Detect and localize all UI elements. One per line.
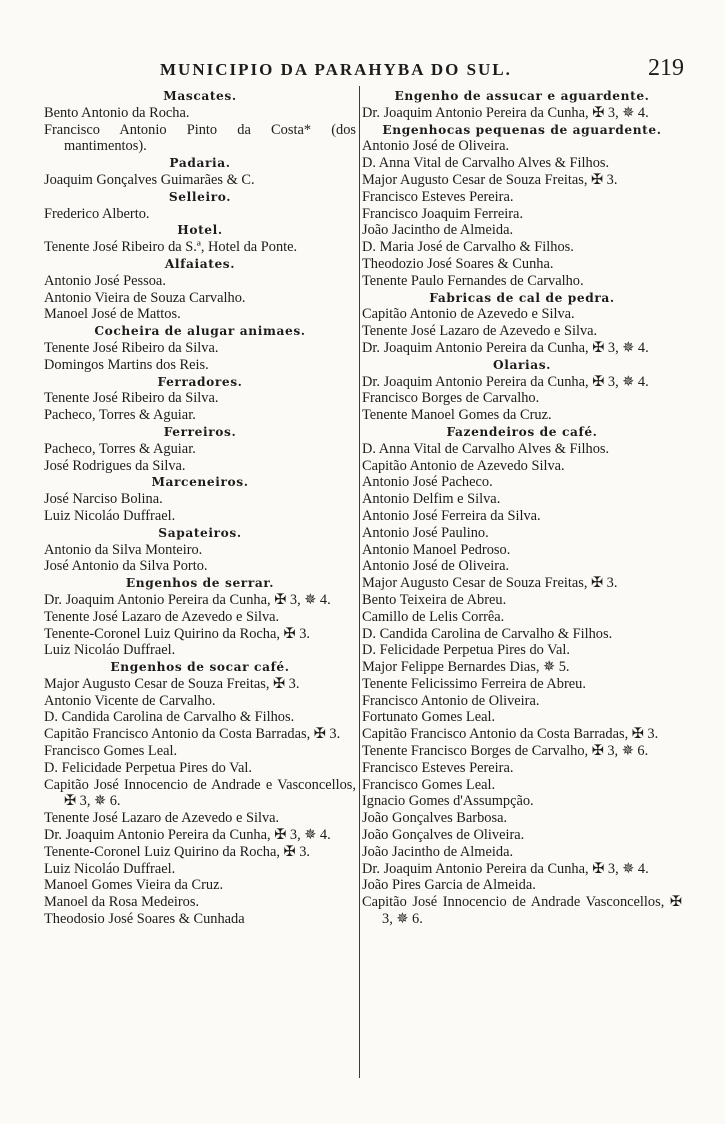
section-heading: Engenhos de serrar. [125,576,275,591]
directory-entry: Dr. Joaquim Antonio Pereira da Cunha, ✠ 3, ✵ 4. [362,339,649,356]
directory-section [44,155,356,189]
directory-entry: Luiz Nicoláo Duffrael. [44,642,176,659]
directory-section [44,222,356,256]
directory-entry: Antonio Vieira de Souza Carvalho. [44,289,246,306]
directory-entry: Antonio José de Oliveira. [362,138,510,155]
directory-section [44,575,356,659]
directory-section [44,189,356,223]
directory-entry: Joaquim Gonçalves Guimarães & C. [44,171,255,188]
section-heading: Engenhos de socar café. [110,660,290,675]
directory-entry: Manoel da Rosa Medeiros. [44,894,200,911]
directory-entry: Tenente-Coronel Luiz Quirino da Rocha, ✠ 3. [44,625,311,642]
directory-entry: Antonio Delfim e Silva. [362,491,501,508]
directory-entry: José Rodrigues da Silva. [44,457,186,474]
directory-entry: Tenente Manoel Gomes da Cruz. [362,407,552,424]
directory-entry: Antonio José Pacheco. [362,474,493,491]
directory-entry: João Gonçalves Barbosa. [362,810,508,827]
directory-entry: Domingos Martins dos Reis. [44,356,209,373]
directory-entry: Antonio José Pessoa. [44,272,166,289]
directory-entry: Theodozio José Soares & Cunha. [362,255,554,272]
directory-entry: Luiz Nicoláo Duffrael. [44,860,176,877]
directory-entry: Tenente José Lazaro de Azevedo e Silva. [44,810,280,827]
directory-section [362,290,682,357]
page-number: 219 [648,55,684,81]
section-heading: Marceneiros. [151,475,249,490]
section-heading: Selleiro. [168,189,232,204]
section-heading: Hotel. [177,223,223,238]
section-heading: Ferradores. [157,374,243,389]
directory-entry: Antonio da Silva Monteiro. [44,541,203,558]
directory-section [44,659,356,928]
directory-entry: Tenente Felicissimo Ferreira de Abreu. [362,675,586,692]
directory-entry: José Narciso Bolina. [44,491,163,508]
directory-section [44,474,356,524]
directory-entry: Fortunato Gomes Leal. [362,709,496,726]
directory-entry: D. Felicidade Perpetua Pires do Val. [44,759,252,776]
directory-entry: Francisco Antonio Pinto da Costa* (dos mantimentos). [44,121,356,155]
directory-entry: Tenente José Ribeiro da Silva. [44,339,219,356]
section-heading: Alfaiates. [164,256,236,271]
directory-entry: Francisco Esteves Pereira. [362,759,514,776]
directory-entry: Pacheco, Torres & Aguiar. [44,407,196,424]
directory-entry: Dr. Joaquim Antonio Pereira da Cunha, ✠ 3, ✵ 4. [362,860,649,877]
directory-entry: Tenente-Coronel Luiz Quirino da Rocha, ✠ 3. [44,843,311,860]
directory-entry: Francisco Borges de Carvalho. [362,390,540,407]
directory-section [44,256,356,323]
directory-entry: Major Augusto Cesar de Souza Freitas, ✠ 3. [44,675,300,692]
directory-entry: Bento Antonio da Rocha. [44,104,190,121]
section-heading: Olarias. [493,357,551,372]
directory-entry: Capitão Francisco Antonio da Costa Barradas, ✠ 3. [44,726,341,743]
column-divider [359,86,360,1078]
section-heading: Mascates. [163,89,237,103]
running-title: MUNICIPIO DA PARAHYBA DO SUL. [160,60,512,79]
directory-entry: D. Anna Vital de Carvalho Alves & Filhos. [362,440,610,457]
directory-entry: Dr. Joaquim Antonio Pereira da Cunha, ✠ 3, ✵ 4. [362,373,649,390]
directory-entry: Frederico Alberto. [44,205,150,222]
directory-entry: D. Candida Carolina de Carvalho & Filhos. [44,709,295,726]
directory-entry: Ignacio Gomes d'Assumpção. [362,793,534,810]
directory-section [362,424,682,928]
directory-section [362,357,682,424]
directory-entry: Dr. Joaquim Antonio Pereira da Cunha, ✠ 3, ✵ 4. [44,591,331,608]
directory-entry: João Pires Garcia de Almeida. [362,877,536,894]
directory-entry: Antonio José Ferreira da Silva. [362,507,541,524]
directory-entry: João Jacintho de Almeida. [362,843,514,860]
directory-entry: Pacheco, Torres & Aguiar. [44,440,196,457]
directory-entry: Manoel José de Mattos. [44,306,181,323]
right-column [362,88,682,928]
section-heading: Fazendeiros de café. [446,424,598,439]
directory-entry: Francisco Gomes Leal. [44,743,178,760]
directory-section [362,122,682,290]
left-column [44,88,356,928]
directory-entry: Major Augusto Cesar de Souza Freitas, ✠ 3. [362,171,618,188]
directory-entry: Luiz Nicoláo Duffrael. [44,507,176,524]
section-heading: Cocheira de alugar animaes. [94,324,306,339]
directory-entry: Capitão Antonio de Azevedo Silva. [362,457,565,474]
directory-entry: Dr. Joaquim Antonio Pereira da Cunha, ✠ 3, ✵ 4. [44,827,331,844]
section-heading: Fabricas de cal de pedra. [429,290,615,305]
directory-entry: Major Augusto Cesar de Souza Freitas, ✠ 3. [362,575,618,592]
directory-entry: D. Candida Carolina de Carvalho & Filhos. [362,625,613,642]
directory-section [44,323,356,373]
directory-section [44,525,356,575]
directory-entry: Manoel Gomes Vieira da Cruz. [44,877,224,894]
directory-entry: Francisco Antonio de Oliveira. [362,692,540,709]
directory-entry: Capitão José Innocencio de Andrade Vasconcellos, ✠ 3, ✵ 6. [362,894,682,928]
section-heading: Sapateiros. [158,525,242,540]
directory-entry: D. Anna Vital de Carvalho Alves & Filhos. [362,155,610,172]
directory-entry: Tenente Francisco Borges de Carvalho, ✠ 3, ✵ 6. [362,743,649,760]
directory-entry: Antonio Manoel Pedroso. [362,541,511,558]
directory-section [44,88,356,155]
directory-entry: Capitão Antonio de Azevedo e Silva. [362,306,575,323]
directory-entry: Tenente José Ribeiro da S.ª, Hotel da Ponte. [44,239,298,256]
directory-entry: Francisco Gomes Leal. [362,776,496,793]
directory-entry: Bento Teixeira de Abreu. [362,591,507,608]
directory-entry: D. Maria José de Carvalho & Filhos. [362,239,574,256]
directory-entry: D. Felicidade Perpetua Pires do Val. [362,642,570,659]
directory-entry: Dr. Joaquim Antonio Pereira da Cunha, ✠ 3, ✵ 4. [362,104,649,121]
directory-entry: Antonio José de Oliveira. [362,558,510,575]
directory-entry: Camillo de Lelis Corrêa. [362,608,505,625]
section-heading: Padaria. [169,156,231,171]
directory-entry: Capitão Francisco Antonio da Costa Barradas, ✠ 3. [362,726,659,743]
directory-entry: Antonio Vicente de Carvalho. [44,692,216,709]
directory-entry: Francisco Esteves Pereira. [362,188,514,205]
section-heading: Engenhocas pequenas de aguardente. [382,122,662,137]
directory-entry: Theodosio José Soares & Cunhada [44,911,245,928]
section-heading: Engenho de assucar e aguardente. [394,89,650,103]
directory-entry: Capitão José Innocencio de Andrade e Vasconcellos, ✠ 3, ✵ 6. [44,776,356,810]
section-heading: Ferreiros. [163,424,237,439]
directory-section [362,88,682,122]
directory-entry: Tenente Paulo Fernandes de Carvalho. [362,272,584,289]
directory-entry: Tenente José Ribeiro da Silva. [44,390,219,407]
directory-entry: José Antonio da Silva Porto. [44,558,208,575]
directory-entry: Francisco Joaquim Ferreira. [362,205,524,222]
directory-entry: Tenente José Lazaro de Azevedo e Silva. [44,608,280,625]
directory-entry: Antonio José Paulino. [362,524,489,541]
directory-section [44,374,356,424]
running-header [0,55,725,84]
directory-entry: Major Felippe Bernardes Dias, ✵ 5. [362,659,570,676]
directory-entry: Tenente José Lazaro de Azevedo e Silva. [362,323,598,340]
directory-entry: João Gonçalves de Oliveira. [362,827,525,844]
directory-section [44,424,356,474]
directory-entry: João Jacintho de Almeida. [362,222,514,239]
